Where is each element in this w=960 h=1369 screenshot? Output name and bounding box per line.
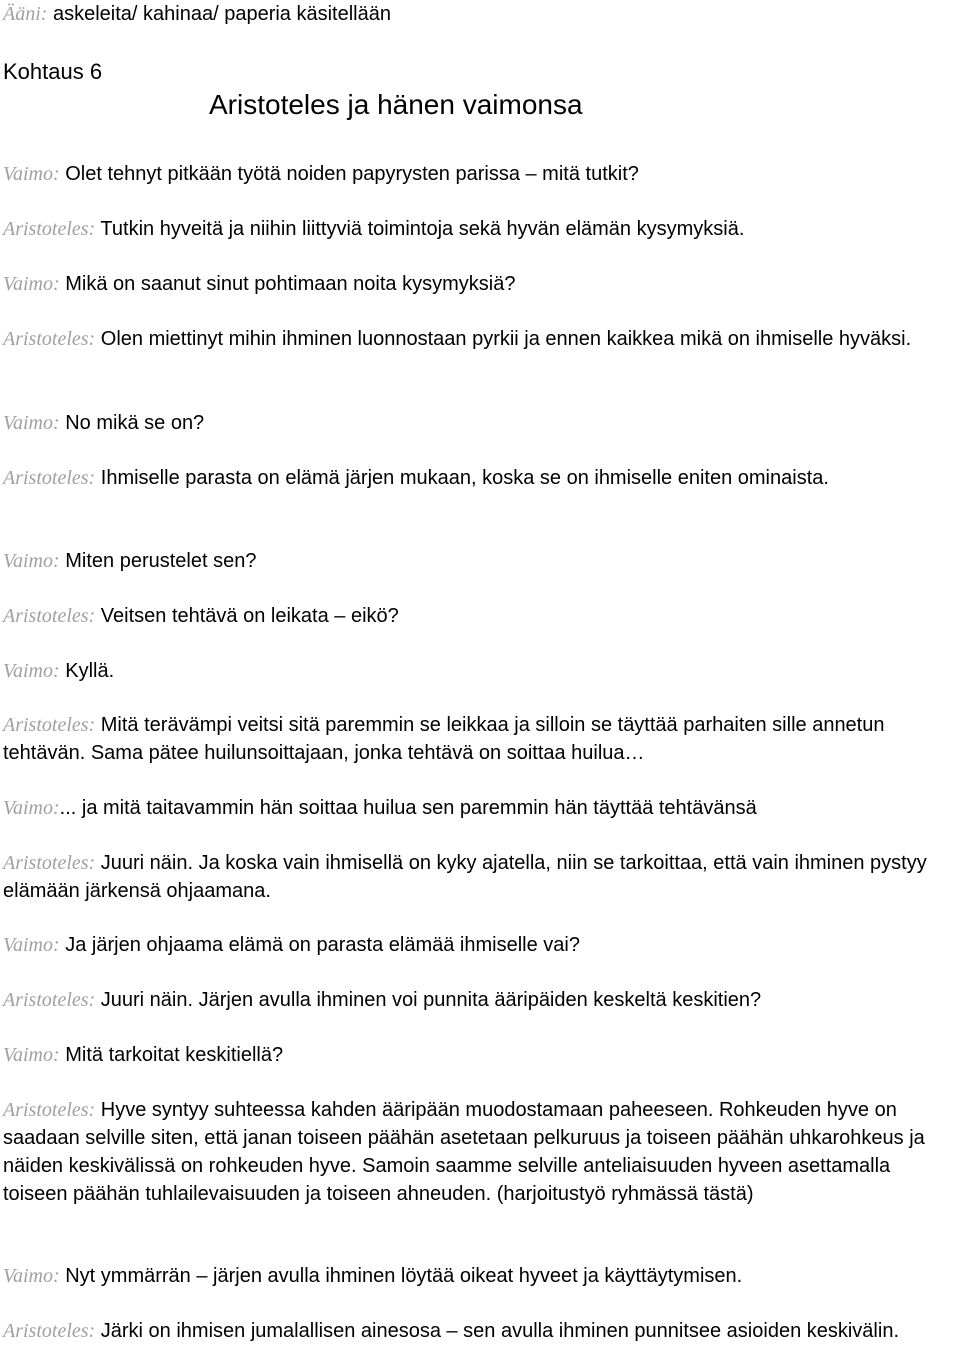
dialogue-text: Kyllä. <box>59 660 115 682</box>
dialogue-line <box>3 464 958 492</box>
sound-text: askeleita/ kahinaa/ paperia käsitellään <box>47 3 391 25</box>
dialogue-text: Ja järjen ohjaama elämä on parasta elämää ihmiselle vai? <box>59 934 580 956</box>
dialogue-line <box>3 160 958 188</box>
dialogue-line <box>3 1096 958 1208</box>
dialogue-line <box>3 547 958 575</box>
speaker-label: Aristoteles: <box>3 1099 96 1121</box>
dialogue-line <box>3 849 958 905</box>
dialogue-line <box>3 270 958 298</box>
dialogue-line <box>3 215 958 243</box>
speaker-label: Aristoteles: <box>3 467 96 489</box>
speaker-label: Vaimo: <box>3 934 60 956</box>
speaker-label: Aristoteles: <box>3 989 96 1011</box>
dialogue-text: Mitä tarkoitat keskitiellä? <box>59 1044 284 1066</box>
speaker-label: Aristoteles: <box>3 714 96 736</box>
dialogue-line <box>3 794 958 822</box>
dialogue-text: Juuri näin. Järjen avulla ihminen voi punnita ääripäiden keskeltä keskitien? <box>95 989 762 1011</box>
sound-direction <box>3 0 391 28</box>
speaker-label: Aristoteles: <box>3 1320 96 1342</box>
dialogue-text: Olen miettinyt mihin ihminen luonnostaan pyrkii ja ennen kaikkea mikä on ihmiselle hyväksi. <box>95 328 912 350</box>
dialogue-line <box>3 657 958 685</box>
sound-label: Ääni: <box>3 3 48 25</box>
speaker-label: Vaimo: <box>3 273 60 295</box>
dialogue-text: Ihmiselle parasta on elämä järjen mukaan, koska se on ihmiselle eniten ominaista. <box>95 467 829 489</box>
dialogue-text: Mitä terävämpi veitsi sitä paremmin se leikkaa ja silloin se täyttää parhaiten sille annetun tehtävän. Sama pätee huilunsoittajaan, jonka tehtävä on soittaa huilua… <box>3 714 885 764</box>
speaker-label: Vaimo: <box>3 163 60 185</box>
dialogue-text: No mikä se on? <box>59 412 205 434</box>
scene-title: Aristoteles ja hänen vaimonsa <box>209 89 583 120</box>
dialogue-line <box>3 409 958 437</box>
dialogue-line <box>3 711 958 767</box>
dialogue-text: Tutkin hyveitä ja niihin liittyviä toimintoja sekä hyvän elämän kysymyksiä. <box>95 218 745 240</box>
scene-number: Kohtaus 6 <box>3 59 103 84</box>
speaker-label: Aristoteles: <box>3 605 96 627</box>
speaker-label: Vaimo: <box>3 412 60 434</box>
speaker-label: Vaimo: <box>3 1044 60 1066</box>
speaker-label: Vaimo: <box>3 660 60 682</box>
speaker-label: Vaimo: <box>3 1265 60 1287</box>
dialogue-text: Veitsen tehtävä on leikata – eikö? <box>95 605 399 627</box>
dialogue-line <box>3 1041 958 1069</box>
dialogue-line <box>3 325 958 353</box>
dialogue-text: Hyve syntyy suhteessa kahden ääripään muodostamaan paheeseen. Rohkeuden hyve on saadaan selville siten, että janan toiseen päähän asetetaan pelkuruus ja toiseen päähän uhkarohkeus ja näiden keskivälissä on rohkeuden hyve. Samoin saamme selville anteliaisuuden hyveen asettamalla toiseen päähän tuhlailevaisuuden ja toiseen ahneuden. (harjoitustyö ryhmässä tästä) <box>3 1099 925 1205</box>
speaker-label: Vaimo: <box>3 550 60 572</box>
dialogue-text: ... ja mitä taitavammin hän soittaa huilua sen paremmin hän täyttää tehtävänsä <box>59 797 757 819</box>
dialogue-line <box>3 931 958 959</box>
dialogue-line <box>3 1262 958 1290</box>
speaker-label: Aristoteles: <box>3 218 96 240</box>
speaker-label: Vaimo: <box>3 797 60 819</box>
dialogue-text: Juuri näin. Ja koska vain ihmisellä on kyky ajatella, niin se tarkoittaa, että vain ihminen pystyy elämään järkensä ohjaamana. <box>3 852 927 902</box>
dialogue-line <box>3 1317 958 1345</box>
dialogue-text: Miten perustelet sen? <box>59 550 257 572</box>
dialogue-text: Järki on ihmisen jumalallisen ainesosa – sen avulla ihminen punnitsee asioiden keskivälin. <box>95 1320 899 1342</box>
speaker-label: Aristoteles: <box>3 328 96 350</box>
speaker-label: Aristoteles: <box>3 852 96 874</box>
dialogue-line <box>3 602 958 630</box>
dialogue-text: Mikä on saanut sinut pohtimaan noita kysymyksiä? <box>59 273 516 295</box>
dialogue-line <box>3 986 958 1014</box>
dialogue-text: Olet tehnyt pitkään työtä noiden papyrysten parissa – mitä tutkit? <box>59 163 639 185</box>
dialogue-text: Nyt ymmärrän – järjen avulla ihminen löytää oikeat hyveet ja käyttäytymisen. <box>59 1265 743 1287</box>
